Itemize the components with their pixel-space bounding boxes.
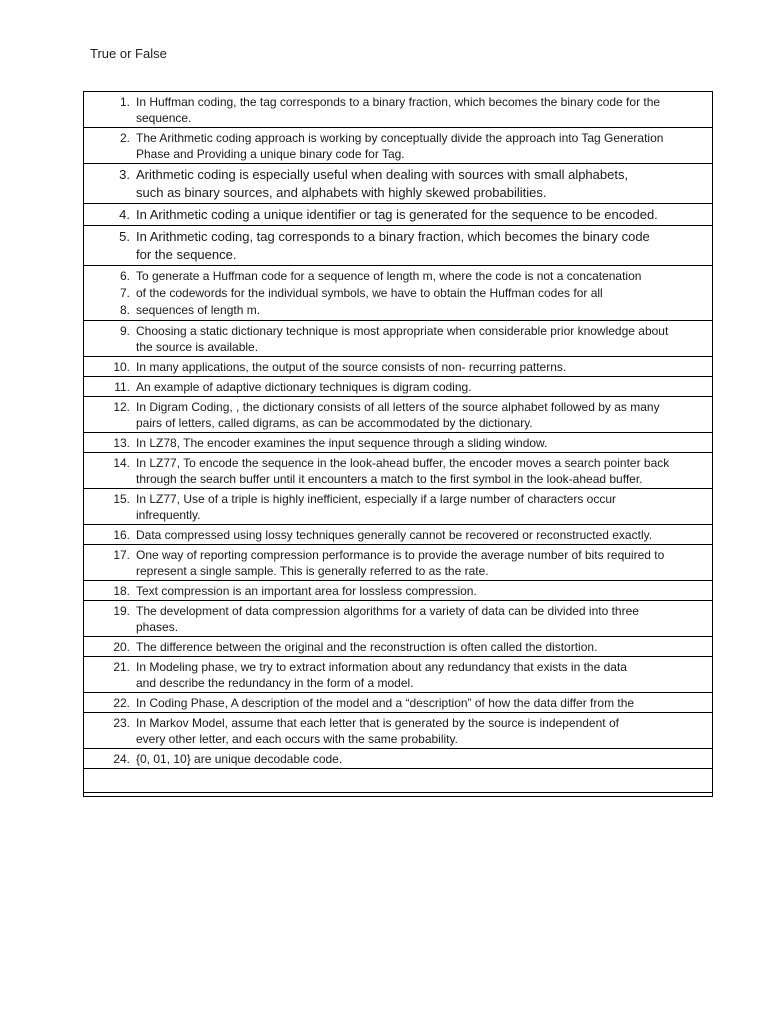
question-text: sequences of length m. [136, 303, 261, 317]
table-row [84, 581, 713, 601]
question-text: every other letter, and each occurs with the same probability. [136, 732, 458, 746]
question-number: 22. [113, 696, 130, 710]
table-row [84, 357, 713, 377]
question-text: In LZ78, The encoder examines the input sequence through a sliding window. [136, 436, 548, 450]
question-text: In LZ77, To encode the sequence in the look-ahead buffer, the encoder moves a search pointer back [136, 456, 670, 470]
question-text: The development of data compression algorithms for a variety of data can be divided into three [136, 604, 639, 618]
table-row [84, 226, 713, 266]
question-text: Arithmetic coding is especially useful when dealing with sources with small alphabets, [136, 167, 629, 182]
question-number: 12. [113, 400, 130, 414]
question-number: 20. [113, 640, 130, 654]
question-number [84, 771, 136, 791]
table-row [84, 769, 713, 793]
question-number: 14. [113, 456, 130, 470]
table-row [84, 545, 713, 581]
question-text: through the search buffer until it encounters a match to the first symbol in the look-ahead buffer. [136, 472, 643, 486]
question-text: The difference between the original and the reconstruction is often called the distortion. [136, 640, 598, 654]
question-number: 21. [113, 660, 130, 674]
question-number: 18. [113, 584, 130, 598]
question-text: Choosing a static dictionary technique is most appropriate when considerable prior knowledge about [136, 324, 669, 338]
question-text: sequence. [136, 111, 192, 125]
question-text: To generate a Huffman code for a sequence of length m, where the code is not a concatenation [136, 269, 642, 283]
question-text: Phase and Providing a unique binary code for Tag. [136, 147, 405, 161]
table-row [84, 164, 713, 204]
table-row [84, 637, 713, 657]
question-text: pairs of letters, called digrams, as can be accommodated by the dictionary. [136, 416, 533, 430]
question-text: In LZ77, Use of a triple is highly inefficient, especially if a large number of characters occur [136, 492, 617, 506]
table-row [84, 749, 713, 769]
question-number: 6. [119, 269, 130, 283]
question-table [83, 91, 713, 797]
question-number: 15. [113, 492, 130, 506]
question-text: {0, 01, 10} are unique decodable code. [136, 752, 343, 766]
table-row [84, 525, 713, 545]
table-row [84, 657, 713, 693]
question-number: 24. [113, 752, 130, 766]
question-text: for the sequence. [136, 247, 237, 262]
question-text: Data compressed using lossy techniques generally cannot be recovered or reconstructed exactly. [136, 528, 653, 542]
question-number: 2. [119, 131, 130, 145]
question-text: In Arithmetic coding, tag corresponds to a binary fraction, which becomes the binary code [136, 229, 650, 244]
question-number: 5. [119, 229, 130, 244]
question-number: 9. [119, 324, 130, 338]
page-title: True or False [90, 46, 167, 61]
question-text: In Digram Coding, , the dictionary consists of all letters of the source alphabet followed by as many [136, 400, 660, 414]
question-number: 17. [113, 548, 130, 562]
table-row [84, 377, 713, 397]
question-number: 16. [113, 528, 130, 542]
table-row [84, 266, 713, 321]
table-row [84, 601, 713, 637]
table-row [84, 433, 713, 453]
question-text: In Huffman coding, the tag corresponds to a binary fraction, which becomes the binary code for the [136, 95, 661, 109]
table-row [84, 713, 713, 749]
question-number: 23. [113, 716, 130, 730]
question-number: 3. [119, 167, 130, 182]
table-row [84, 204, 713, 226]
question-text: In Coding Phase, A description of the model and a “description” of how the data differ from the [136, 696, 635, 710]
question-number: 1. [119, 95, 130, 109]
question-text: In many applications, the output of the source consists of non- recurring patterns. [136, 360, 567, 374]
question-number: 10. [113, 360, 130, 374]
question-text: In Modeling phase, we try to extract information about any redundancy that exists in the data [136, 660, 627, 674]
question-text: phases. [136, 620, 179, 634]
question-text: and describe the redundancy in the form of a model. [136, 676, 414, 690]
question-text: An example of adaptive dictionary techniques is digram coding. [136, 380, 472, 394]
question-text: such as binary sources, and alphabets with highly skewed probabilities. [136, 185, 547, 200]
table-row [84, 92, 713, 128]
question-text: infrequently. [136, 508, 201, 522]
question-text: Text compression is an important area for lossless compression. [136, 584, 477, 598]
question-text: represent a single sample. This is generally referred to as the rate. [136, 564, 489, 578]
table-row [84, 397, 713, 433]
question-text: One way of reporting compression performance is to provide the average number of bits required to [136, 548, 665, 562]
table-row [84, 128, 713, 164]
question-text: The Arithmetic coding approach is working by conceptually divide the approach into Tag Generation [136, 131, 664, 145]
question-text: the source is available. [136, 340, 259, 354]
question-number: 8. [119, 303, 130, 317]
question-number: 7. [119, 286, 130, 300]
table-row [84, 453, 713, 489]
question-number: 11. [114, 380, 130, 394]
question-number: 19. [113, 604, 130, 618]
question-number: 4. [119, 207, 130, 222]
table-row [84, 489, 713, 525]
question-number: 13. [113, 436, 130, 450]
table-row [84, 793, 713, 797]
question-text: In Markov Model, assume that each letter that is generated by the source is independent of [136, 716, 619, 730]
question-text: In Arithmetic coding a unique identifier or tag is generated for the sequence to be encoded. [136, 207, 658, 222]
table-row [84, 321, 713, 357]
table-row [84, 693, 713, 713]
question-text: of the codewords for the individual symbols, we have to obtain the Huffman codes for all [136, 286, 603, 300]
